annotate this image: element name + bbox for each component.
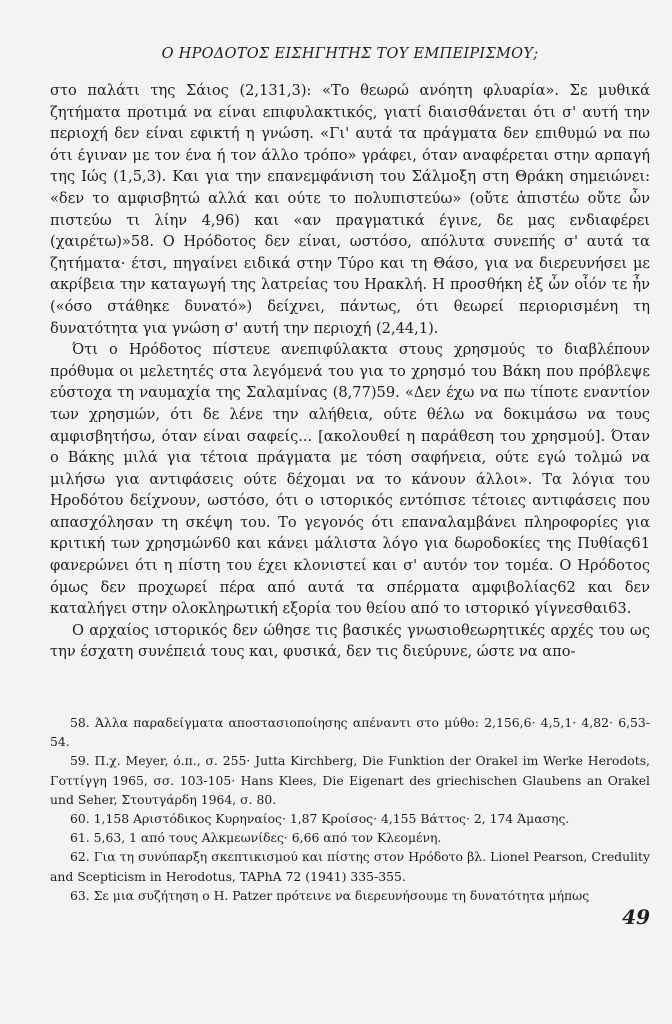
footnotes (50, 713, 650, 905)
main-text (50, 80, 650, 663)
paragraph: Ότι ο Ηρόδοτος πίστευε ανεπιφύλακτα στους χρησμούς το διαβλέπουν πρόθυμα οι μελετητές στα λεγόμενά του για το χρησμό του Βάκη που πρόβλεψε εύστοχα τη ναυμαχία της Σαλαμίνας (8,77)59. «Δεν έχω να πω τίποτε εναντίον των χρησμών, ότι δε λένε την αλήθεια, ούτε θέλω να δοκιμάσω να τους αμφισβητήσω, όταν είναι σαφείς... [ακολουθεί η παράθεση του χρησμού]. Όταν ο Βάκης μιλά για τέτοια πράγματα με τόση σαφήνεια, ούτε εγώ τολμώ να μιλήσω για αντιφάσεις ούτε δέχομαι να το κάνουν άλλοι». Τα λόγια του Ηροδότου δείχνουν, ωστόσο, ότι ο ιστορικός εντόπισε τέτοιες αντιφάσεις που απασχόλησαν τη σκέψη του. Το γεγονός ότι επαναλαμβάνει πληροφορίες για κριτική των χρησμών60 και κάνει μάλιστα λόγο για δωροδοκίες της Πυθίας61 φανερώνει ότι η πίστη του έχει κλονιστεί και σ' αυτόν τον τομέα. Ο Ηρόδοτος όμως δεν προχωρεί πέρα από αυτά τα σπέρματα αμφιβολίας62 και δεν καταλήγει στην ολοκληρωτική εξορία του θείου από το ιστορικό γίγνεσθαι63. (50, 341, 650, 618)
footnote: 63. Σε μια συζήτηση ο H. Patzer πρότεινε να διερευνήσουμε τη δυνατότητα μήπως (70, 887, 590, 903)
running-head: Ο ΗΡΟΔΟΤΟΣ ΕΙΣΗΓΗΤΗΣ ΤΟΥ ΕΜΠΕΙΡΙΣΜΟΥ; (161, 46, 539, 62)
footnote: 58. Άλλα παραδείγματα αποστασιοποίησης απέναντι στο μύθο: 2,156,6· 4,5,1· 4,82· 6,53-54. (50, 715, 650, 750)
footnote: 59. Π.χ. Meyer, ό.π., σ. 255· Jutta Kirchberg, Die Funktion der Orakel im Werke Herodots, Γοττίγγη 1965, σσ. 103-105· Hans Klees, Die Eigenart des griechischen Glaubens an Orakel und Seher, Στουτγάρδη 1964, σ. 80. (50, 753, 650, 807)
footnote: 60. 1,158 Αριστόδικος Κυρηναίος· 1,87 Κροίσος· 4,155 Βάττος· 2, 174 Άμασης. (70, 811, 570, 827)
paragraph: Ο αρχαίος ιστορικός δεν ώθησε τις βασικές γνωσιοθεωρητικές αρχές του ως την έσχατη συνέπειά τους και, φυσικά, δεν τις διεύρυνε, ώστε να απο- (50, 621, 650, 661)
page-number: 49 (622, 905, 650, 929)
footnote: 62. Για τη συνύπαρξη σκεπτικισμού και πίστης στον Ηρόδοτο βλ. Lionel Pearson, Credulity and Scepticism in Herodotus, TAPhA 72 (1941) 335-355. (50, 849, 650, 884)
footnote: 61. 5,63, 1 από τους Αλκμεωνίδες· 6,66 από τον Κλεομένη. (70, 830, 442, 846)
paragraph: στο παλάτι της Σάιος (2,131,3): «Το θεωρώ ανόητη φλυαρία». Σε μυθικά ζητήματα προτιμά να είναι επιφυλακτικός, γιατί διαισθάνεται ότι σ' αυτή την περιοχή δεν είναι εφικτή η γνώση. «Γι' αυτά τα πράγματα δεν επιθυμώ να πω ότι έγιναν με τον ένα ή τον άλλο τρόπο» γράφει, όταν αναφέρεται στην αρπαγή της Ιώς (1,5,3). Και για την επανεμφάνιση του Σάλμοξη στη Θράκη σημειώνει: «δεν το αμφισβητώ αλλά και ούτε το πολυπιστεύω» (οὔτε ἀπιστέω οὔτε ὦν πιστεύω τι λίην 4,96) και «αν πραγματικά έγινε, δε μας ενδιαφέρει (χαιρέτω)»58. Ο Ηρόδοτος δεν είναι, ωστόσο, απόλυτα συνεπής σ' αυτά τα ζητήματα· έτσι, πηγαίνει ειδικά στην Τύρο και τη Θάσο, για να διερευνήσει με ακρίβεια την καταγωγή της λατρείας του Ηρακλή. Η προσθήκη ἐξ ὧν οἷόν τε ἦν («όσο στάθηκε δυνατό») δείχνει, πάντως, ότι θεωρεί περιορισμένη τη δυνατότητα για γνώση σ' αυτή την περιοχή (2,44,1). (50, 82, 650, 337)
